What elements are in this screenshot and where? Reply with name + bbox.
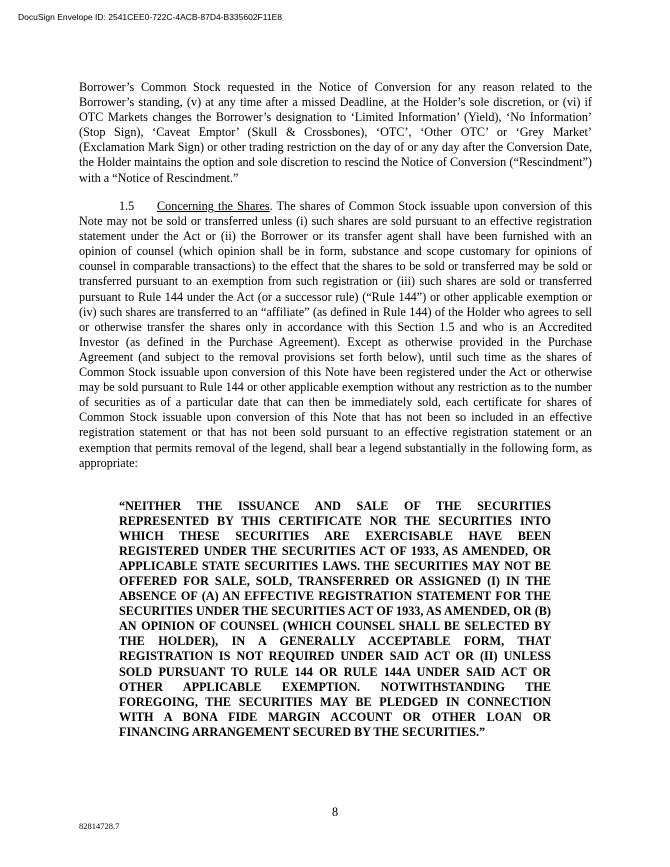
section-heading: Concerning the Shares [157,199,270,213]
paragraph-continuation: Borrower’s Common Stock requested in the Notice of Conversion for any reason related to the Borrower’s standing, (v) at any time after a missed Deadline, at the Holder’s sole discretion, or (vi) if OTC Markets changes the Borrower’s designation to ‘Limited Information’ (Yield), ‘No Information’ (Stop Sign), ‘Caveat Emptor’ (Skull & Crossbones), ‘OTC’, ‘Other OTC’ or ‘Grey Market’ (Exclamation Mark Sign) or other trading restriction on the day of or any day after the Conversion Date, the Holder maintains the option and sole discretion to rescind the Notice of Conversion (“Rescindment”) with a “Notice of Rescindment.” [79,80,592,185]
section-number: 1.5 [119,199,135,213]
page-number: 8 [331,805,339,819]
restrictive-legend: “NEITHER THE ISSUANCE AND SALE OF THE SECURITIES REPRESENTED BY THIS CERTIFICATE NOR THE SECURITIES INTO WHICH THESE SECURITIES ARE EXERCISABLE HAVE BEEN REGISTERED UNDER THE SECURITIES ACT OF 1933, AS AMENDED, OR APPLICABLE STATE SECURITIES LAWS. THE SECURITIES MAY NOT BE OFFERED FOR SALE, SOLD, TRANSFERRED OR ASSIGNED (I) IN THE ABSENCE OF (A) AN EFFECTIVE REGISTRATION STATEMENT FOR THE SECURITIES UNDER THE SECURITIES ACT OF 1933, AS AMENDED, OR (B) AN OPINION OF COUNSEL (WHICH COUNSEL SHALL BE SELECTED BY THE HOLDER), IN A GENERALLY ACCEPTABLE FORM, THAT REGISTRATION IS NOT REQUIRED UNDER SAID ACT OR (II) UNLESS SOLD PURSUANT TO RULE 144 OR RULE 144A UNDER SAID ACT OR OTHER APPLICABLE EXEMPTION. NOTWITHSTANDING THE FOREGOING, THE SECURITIES MAY BE PLEDGED IN CONNECTION WITH A BONA FIDE MARGIN ACCOUNT OR OTHER LOAN OR FINANCING ARRANGEMENT SECURED BY THE SECURITIES.” [119,499,551,739]
section-text: . The shares of Common Stock issuable upon conversion of this Note may not be sold or transferred unless (i) such shares are sold pursuant to an effective registration statement under the Act or (ii) the Borrower or its transfer agent shall have been furnished with an opinion of counsel (which opinion shall be in form, substance and scope customary for opinions of counsel in comparable transactions) to the effect that the shares to be sold or transferred may be sold or transferred pursuant to an exemption from such registration or (iii) such shares are sold or transferred pursuant to Rule 144 under the Act (or a successor rule) (“Rule 144”) or other applicable exemption or (iv) such shares are transferred to an “affiliate” (as defined in Rule 144) of the Holder who agrees to sell or otherwise transfer the shares only in accordance with this Section 1.5 and who is an Accredited Investor (as defined in the Purchase Agreement). Except as otherwise provided in the Purchase Agreement (and subject to the removal provisions set forth below), until such time as the shares of Common Stock issuable upon conversion of this Note have been registered under the Act or otherwise may be sold pursuant to Rule 144 or other applicable exemption without any restriction as to the number of securities as of a particular date that can then be immediately sold, each certificate for shares of Common Stock issuable upon conversion of this Note that has not been so included in an effective registration statement or that has not been sold pursuant to an effective registration statement or an exemption that permits removal of the legend, shall bear a legend substantially in the following form, as appropriate: [79,199,592,470]
docusign-envelope-id: DocuSign Envelope ID: 2541CEE0-722C-4ACB-87D4-B335602F11E8 [18,12,282,22]
section-1-5-paragraph [79,199,592,471]
document-id: 82814728.7 [79,821,120,831]
